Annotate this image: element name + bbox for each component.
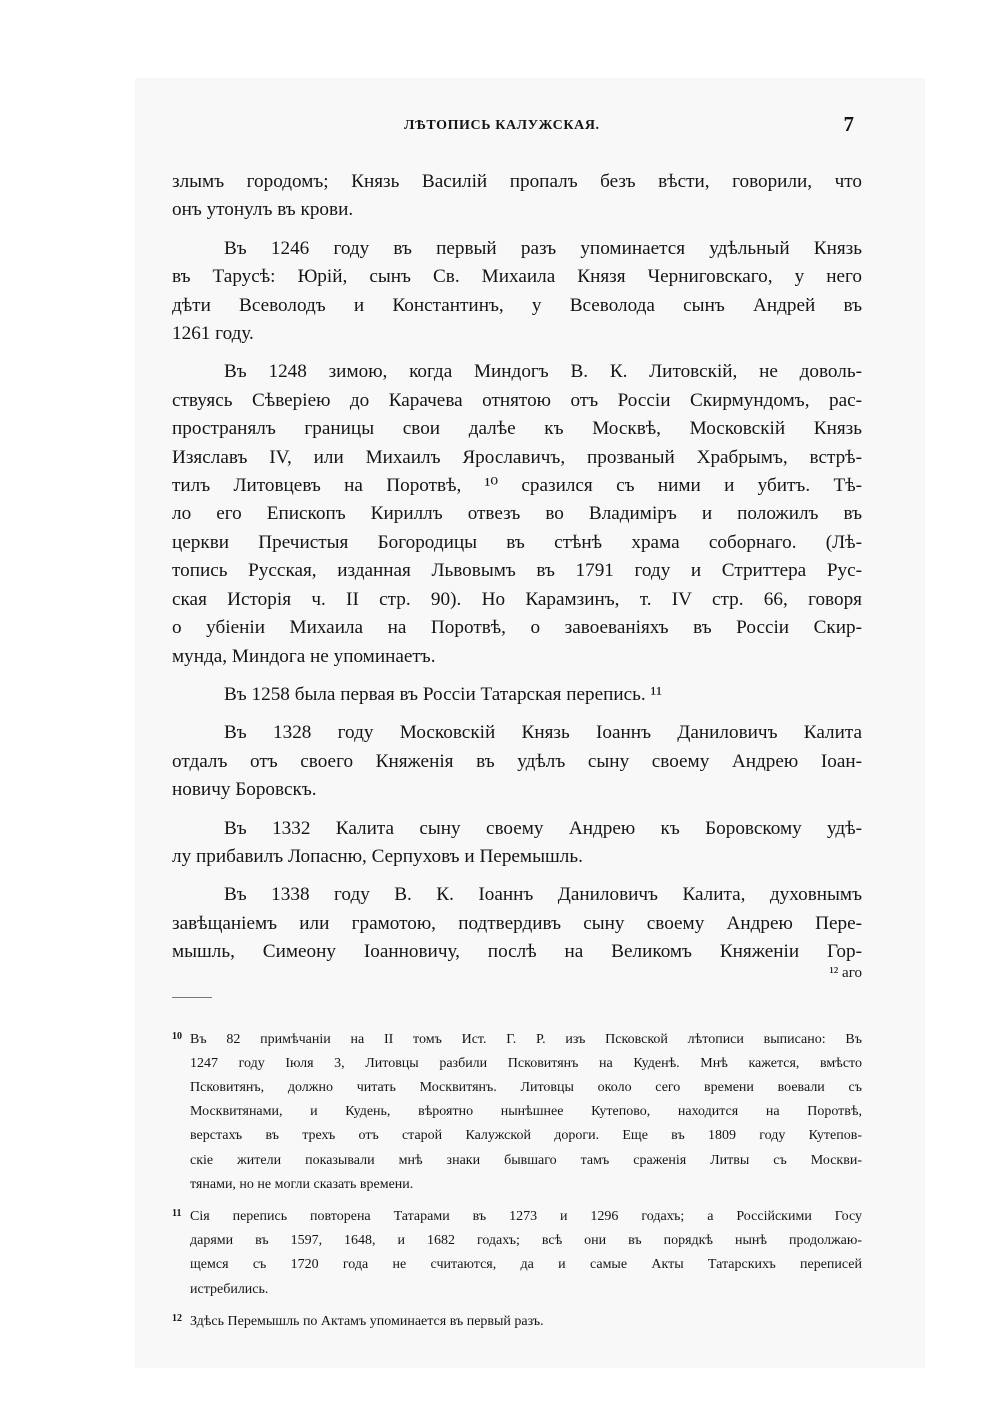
text-line: тилъ Литовцевъ на Поротвѣ, ¹⁰ сразился съ ними и убитъ. Тѣ- bbox=[172, 475, 862, 497]
text-line: отдалъ отъ своего Княженія въ удѣлъ сыну своему Андрею Іоан- bbox=[172, 750, 862, 772]
footnote-11 bbox=[172, 1205, 862, 1302]
line-continuation: ¹² аго bbox=[829, 964, 862, 981]
text-line: 1261 году. bbox=[172, 323, 254, 345]
footnote-number: 10 bbox=[172, 1030, 182, 1042]
text-line: новичу Боровскъ. bbox=[172, 779, 317, 801]
footnote-line: Сія перепись повторена Татарами въ 1273 и 1296 годахъ; а Россійскими Госу bbox=[190, 1208, 862, 1224]
text-line: Изяславъ IV, или Михаилъ Ярославичъ, прозваный Храбрымъ, встрѣ- bbox=[172, 446, 862, 468]
paragraph-2 bbox=[172, 235, 862, 349]
text-line: ло его Епископъ Кириллъ отвезъ во Владиміръ и положилъ въ bbox=[172, 503, 862, 525]
page-number: 7 bbox=[843, 112, 854, 136]
footnote-12 bbox=[172, 1310, 862, 1334]
footnote-line: верстахъ въ трехъ отъ старой Калужской дороги. Еще въ 1809 году Кутепов- bbox=[190, 1128, 862, 1144]
text-line: ствуясь Сѣверіею до Карачева отнятою отъ Россіи Скирмундомъ, рас- bbox=[172, 389, 862, 411]
footnote-line: Псковитянъ, должно читать Москвитянъ. Литовцы около сего времени воевали съ bbox=[190, 1079, 862, 1095]
text-line: Въ 1332 Калита сыну своему Андрею къ Боровскому удѣ- bbox=[224, 817, 862, 839]
text-line: о убіеніи Михаила на Поротвѣ, о завоеваніяхъ въ Россіи Скир- bbox=[172, 617, 862, 639]
paragraph-5 bbox=[172, 719, 862, 804]
footnote-line: щемся съ 1720 года не считаются, да и самые Акты Татарскихъ переписей bbox=[190, 1257, 862, 1273]
footnotes bbox=[172, 1028, 862, 1334]
footnote-line: Москвитянами, и Кудень, вѣроятно нынѣшнее Кутепово, находится на Поротвѣ, bbox=[190, 1104, 862, 1120]
footnote-line: Въ 82 примѣчаніи на II томъ Ист. Г. Р. изъ Псковской лѣтописи выписано: Въ bbox=[190, 1031, 862, 1047]
text-line: мунда, Миндога не упоминаетъ. bbox=[172, 645, 436, 667]
paragraph-1 bbox=[172, 168, 862, 225]
text-line: топись Русская, изданная Львовымъ въ 1791 году и Стриттера Рус- bbox=[172, 560, 862, 582]
footnote-line: скіе жители показывали мнѣ знаки бывшаго тамъ сраженія Литвы съ Москви- bbox=[190, 1152, 862, 1168]
footnote-number: 11 bbox=[172, 1207, 182, 1219]
paragraph-4 bbox=[172, 681, 862, 709]
footnote-line: 1247 году Іюля 3, Литовцы разбили Псковитянъ на Куденѣ. Мнѣ кажется, вмѣсто bbox=[190, 1055, 862, 1071]
text-line: Въ 1328 году Московскій Князь Іоаннъ Даниловичъ Калита bbox=[224, 722, 862, 744]
footnote-line: Здѣсь Перемышль по Актамъ упоминается въ первый разъ. bbox=[190, 1313, 544, 1329]
footnote-line: дарями въ 1597, 1648, и 1682 годахъ; всѣ они въ порядкѣ нынѣ продолжаю- bbox=[190, 1233, 862, 1249]
text-line: пространялъ границы свои далѣе къ Москвѣ, Московскій Князь bbox=[172, 418, 862, 440]
text-line: церкви Пречистыя Богородицы въ стѣнѣ храма соборнаго. (Лѣ- bbox=[172, 531, 862, 553]
text-line: лу прибавилъ Лопасню, Серпуховъ и Перемышль. bbox=[172, 845, 583, 867]
text-line: Въ 1338 году В. К. Іоаннъ Даниловичъ Калита, духовнымъ bbox=[224, 884, 862, 906]
paragraph-3 bbox=[172, 358, 862, 670]
text-line: Въ 1258 была первая въ Россіи Татарская перепись. ¹¹ bbox=[224, 683, 663, 705]
text-line: завѣщаніемъ или грамотою, подтвердивъ сыну своему Андрею Пере- bbox=[172, 912, 862, 934]
text-line: злымъ городомъ; Князь Василій пропалъ безъ вѣсти, говорили, что bbox=[172, 171, 862, 192]
footnote-line: истребились. bbox=[190, 1281, 269, 1297]
text-line: мышль, Симеону Іоанновичу, послѣ на Великомъ Княженіи Гор- bbox=[172, 941, 862, 963]
footnote-line: тянами, но не могли сказать времени. bbox=[190, 1176, 414, 1192]
text-line: въ Тарусѣ: Юрій, сынъ Св. Михаила Князя Черниговскаго, у него bbox=[172, 266, 862, 288]
paragraph-6 bbox=[172, 815, 862, 872]
main-text bbox=[172, 168, 862, 979]
text-line: ская Исторія ч. II стр. 90). Но Карамзинъ, т. IV стр. 66, говоря bbox=[172, 588, 862, 610]
text-line: Въ 1248 зимою, когда Миндогъ В. К. Литовскій, не доволь- bbox=[224, 361, 862, 383]
running-head: ЛѢТОПИСЬ КАЛУЖСКАЯ. bbox=[404, 118, 600, 133]
text-line: дѣти Всеволодъ и Константинъ, у Всеволода сынъ Андрей въ bbox=[172, 294, 862, 316]
footnote-10 bbox=[172, 1028, 862, 1197]
text-line: онъ утонулъ въ крови. bbox=[172, 199, 354, 221]
footnote-number: 12 bbox=[172, 1312, 182, 1324]
paragraph-7 bbox=[172, 881, 862, 981]
document-page bbox=[172, 112, 862, 1342]
footnote-separator bbox=[172, 997, 212, 998]
text-line: Въ 1246 году въ первый разъ упоминается удѣльный Князь bbox=[224, 237, 862, 259]
page-header bbox=[172, 112, 862, 146]
